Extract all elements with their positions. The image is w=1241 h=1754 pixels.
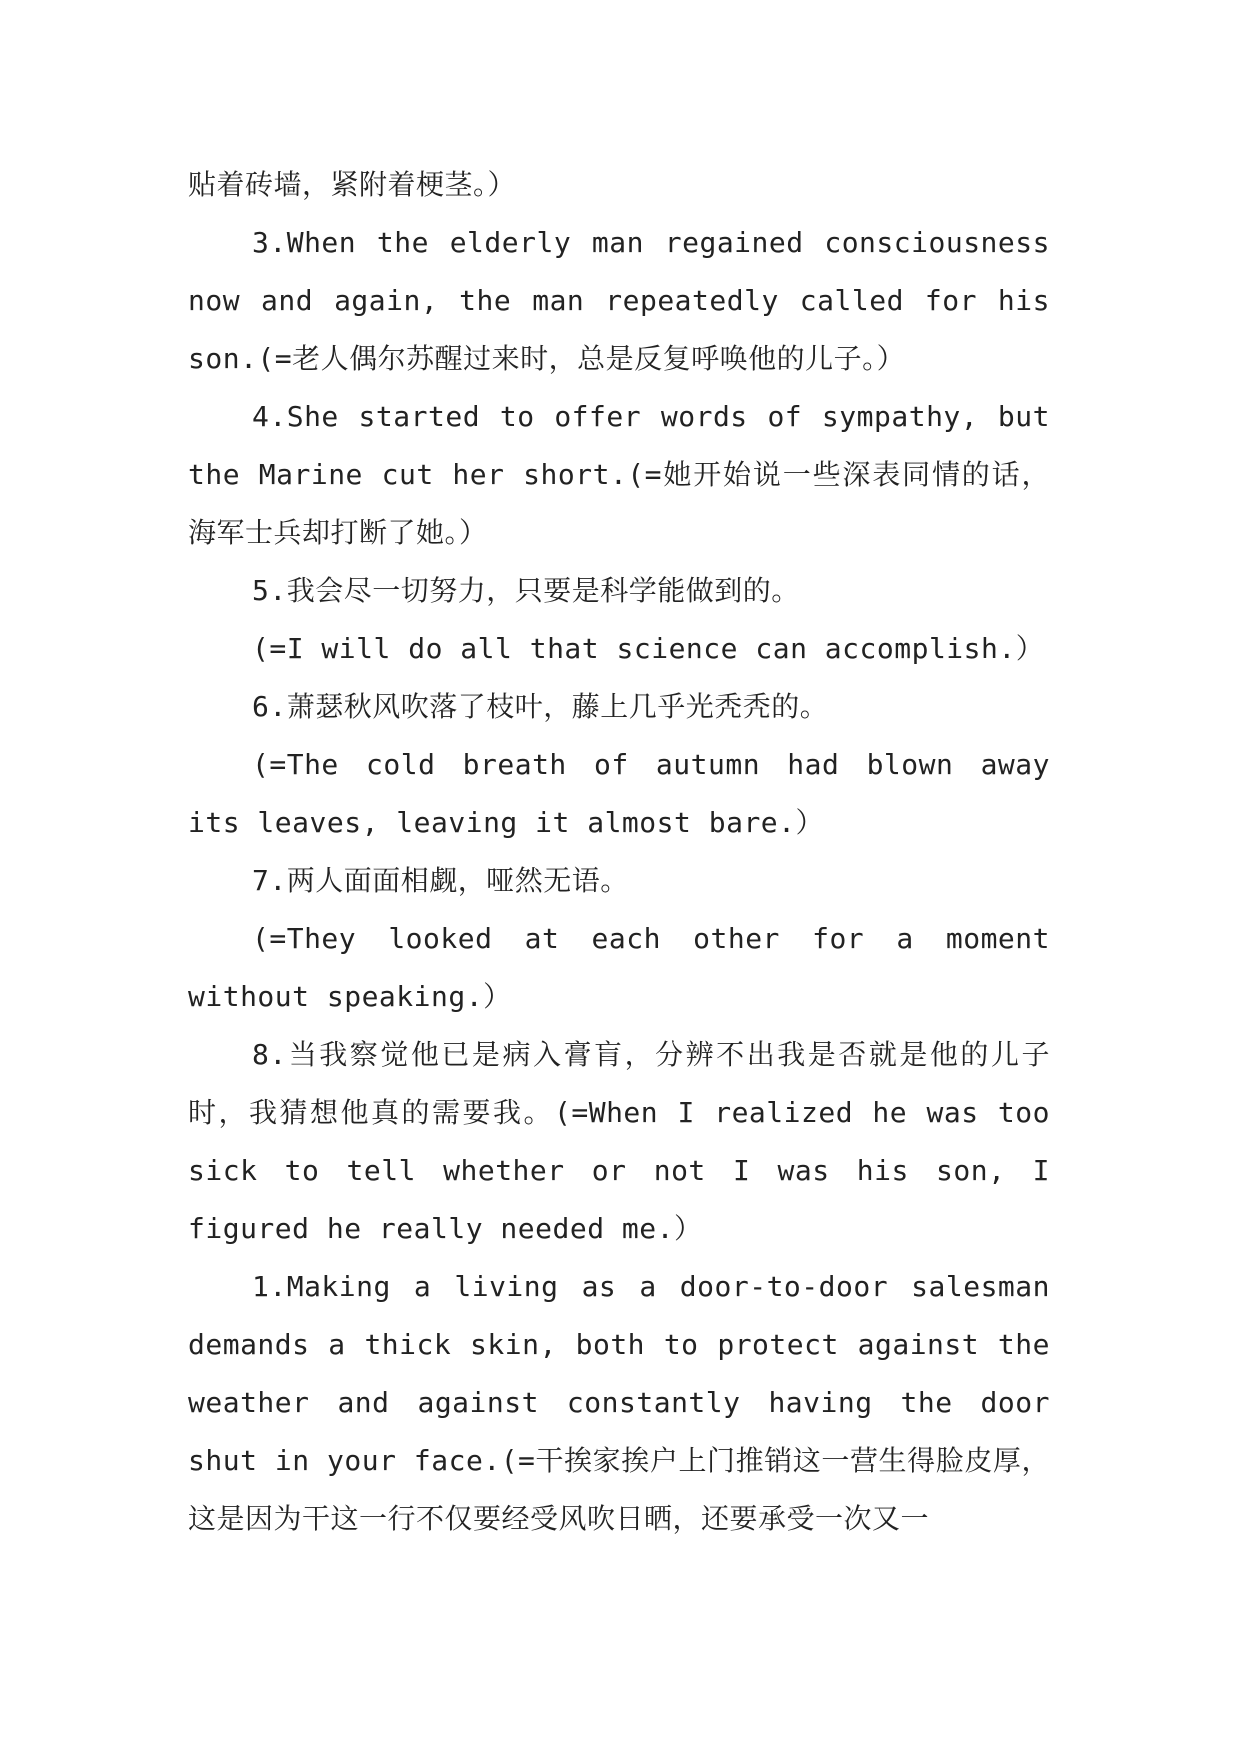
paragraph-example-4: 4.She started to offer words of sympathy, but the Marine cut her short.(=她开始说一些深表同情的话，海军士兵却打断了她。）	[188, 400, 1050, 549]
paragraph-example-3: 3.When the elderly man regained consciousness now and again, the man repeatedly called for his son.(=老人偶尔苏醒过来时，总是反复呼唤他的儿子。）	[188, 226, 1050, 375]
paragraph-example-5: 5.我会尽一切努力，只要是科学能做到的。	[252, 574, 800, 607]
paragraph-example-7: 7.两人面面相觑，哑然无语。	[252, 864, 629, 897]
paragraph-example-6-translation: (=The cold breath of autumn had blown away its leaves, leaving it almost bare.）	[188, 748, 1050, 839]
paragraph-example-1: 1.Making a living as a door-to-door salesman demands a thick skin, both to protect against the weather and against constantly having the door shut in your face.(=干挨家挨户上门推销这一营生得脸皮厚，这是因为干这一行不仅要经受风吹日晒，还要承受一次又一	[188, 1270, 1050, 1535]
paragraph-example-8: 8.当我察觉他已是病入膏肓，分辨不出我是否就是他的儿子时，我猜想他真的需要我。(=When I realized he was too sick to tell whether or not I was his son, I figured he really needed me.）	[188, 1038, 1050, 1245]
document-body	[188, 156, 1050, 1548]
paragraph-example-7-translation: (=They looked at each other for a moment without speaking.）	[188, 922, 1050, 1013]
paragraph-example-5-translation: (=I will do all that science can accomplish.）	[252, 632, 1045, 665]
paragraph-continuation: 贴着砖墙，紧附着梗茎。）	[188, 168, 517, 201]
paragraph-example-6: 6.萧瑟秋风吹落了枝叶，藤上几乎光秃秃的。	[252, 690, 829, 723]
